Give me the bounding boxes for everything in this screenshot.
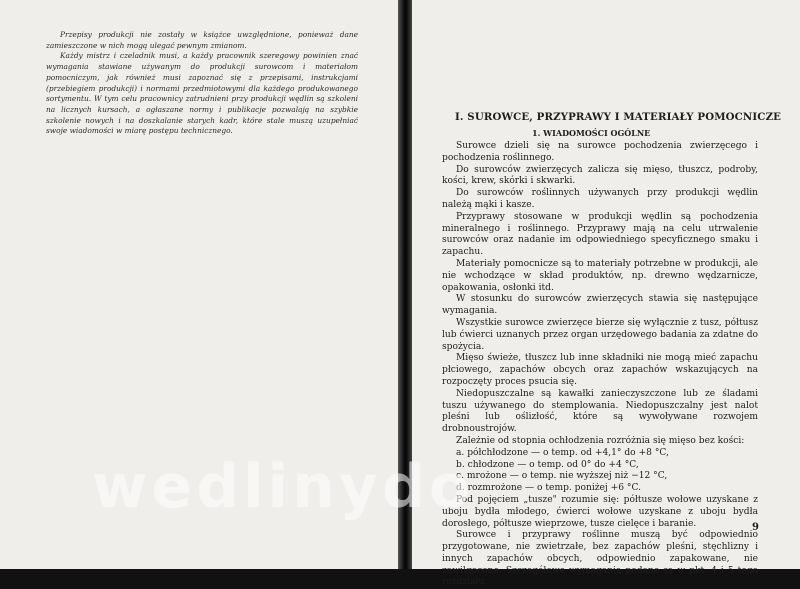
body-paragraph: Zależnie od stopnia ochłodzenia rozróżnia się mięso bez kości:: [456, 435, 745, 446]
body-paragraph: Do surowców zwierzęcych zalicza się mięso, tłuszcz, podroby, kości, krew, skórki i skwarki.: [442, 164, 758, 187]
watermark: wedlinydo: [92, 452, 475, 522]
body-paragraph: Surowce i przyprawy roślinne muszą być odpowiednio przygotowane, nie zwietrzałe, bez zapachów pleśni, stęchlizny i innych zapachów obcych, odpowiednio zapakowane, nie zawilgocone. Szczegółowe wymagania podane są w pkt. 4 i 5 tego rozdziału.: [442, 530, 758, 588]
list-item: b. chłodzone — o temp. od 0° do +4 °C,: [456, 459, 639, 470]
list-item: c. mrożone — o temp. nie wyższej niż −12 °C,: [456, 471, 668, 482]
body-paragraph: Materiały pomocnicze są to materiały potrzebne w produkcji, ale nie wchodzące w skład produktów, np. drewno wędzarnicze, opakowania, osłonki itd.: [442, 258, 758, 293]
body-paragraph: Niedopuszczalne są kawałki zanieczyszczone lub ze śladami tuszu używanego do stemplowania. Niedopuszczalny jest nalot pleśni lub oślizłość, które są wywoływane rozwojem drobnoustrojów.: [442, 388, 758, 435]
body-paragraph: Pod pojęciem „tusze" rozumie się: półtusze wołowe uzyskane z uboju bydła młodego, ćwierci wołowe uzyskane z uboju bydła dorosłego, półtusze wieprzowe, tusze cielęce i baranie.: [442, 494, 758, 529]
book-gutter: [398, 0, 412, 569]
right-page-body: [442, 141, 758, 589]
left-paragraph: Przepisy produkcji nie zostały w książce uwzględnione, ponieważ dane zamieszczone w nich mogą ulegać pewnym zmianom.: [46, 30, 358, 50]
left-page-text: [46, 30, 358, 137]
page-number: 9: [752, 522, 759, 533]
list-item: a. półchłodzone — o temp. od +4,1° do +8 °C,: [456, 447, 669, 458]
list-item: d. rozmrożone — o temp. poniżej +6 °C.: [456, 483, 641, 494]
body-paragraph: Wszystkie surowce zwierzęce bierze się wyłącznie z tusz, półtusz lub ćwierci uznanych przez organ urzędowego badania za zdatne do spożycia.: [442, 317, 758, 352]
section-title: 1. WIADOMOŚCI OGÓLNE: [532, 128, 651, 138]
body-paragraph: Przyprawy stosowane w produkcji wędlin są pochodzenia mineralnego i roślinnego. Przyprawy mają na celu utrwalenie surowców oraz nadanie im odpowiedniego specyficznego smaku i zapachu.: [442, 211, 758, 258]
chapter-title: I. SUROWCE, PRZYPRAWY I MATERIAŁY POMOCNICZE: [455, 111, 782, 123]
body-paragraph: Do surowców roślinnych używanych przy produkcji wędlin należą mąki i kasze.: [442, 188, 758, 210]
left-page: [0, 0, 398, 569]
body-paragraph: Mięso świeże, tłuszcz lub inne składniki nie mogą mieć zapachu płciowego, zapachów obcych oraz zapachów wskazujących na rozpoczęty proces psucia się.: [442, 353, 758, 387]
temperature-list: [442, 448, 758, 495]
left-paragraph: Każdy mistrz i czeladnik musi, a każdy pracownik szeregowy powinien znać wymagania stawiane używanym do produkcji surowcom i materiałom pomocniczym, jak również musi zapoznać się z przepisami, instrukcjami (przebiegiem produkcji) i normami przedmiotowymi dla każdego produkowanego sortymentu. W tym celu pracownicy zatrudnieni przy produkcji wędlin są szkoleni na licznych kursach, a ogłaszane normy i publikacje pozwalają na szybkie szkolenie nowych i na doszkalanie starych kadr, które stale muszą uzupełniać swoje wiadomości w miarę postępu technicznego.: [46, 51, 358, 136]
body-paragraph: W stosunku do surowców zwierzęcych stawia się następujące wymagania.: [442, 294, 758, 317]
body-paragraph: Surowce dzieli się na surowce pochodzenia zwierzęcego i pochodzenia roślinnego.: [442, 141, 758, 163]
